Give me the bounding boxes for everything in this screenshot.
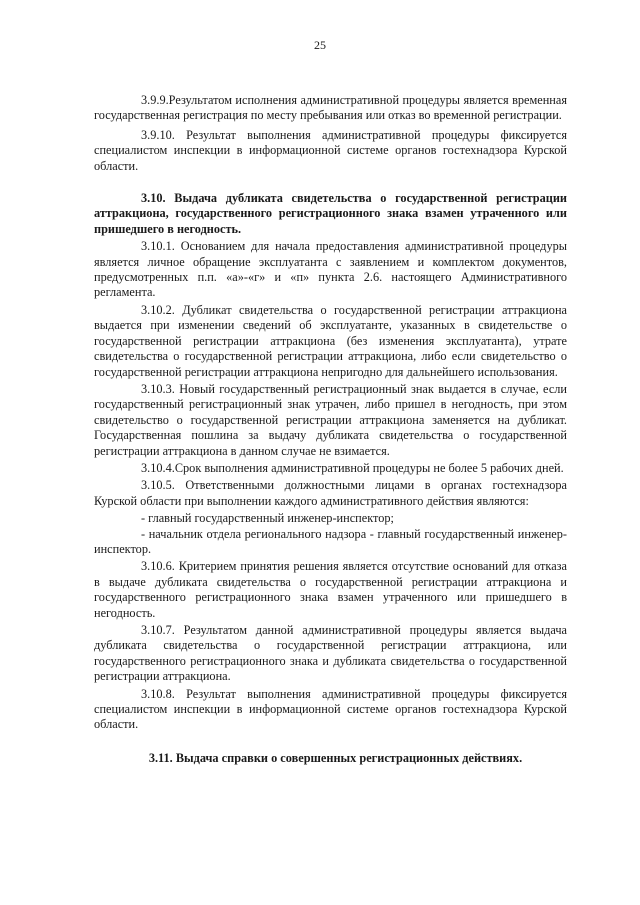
page-number: 25 — [314, 38, 326, 52]
paragraph-3-9-10: 3.9.10. Результат выполнения административной процедуры фиксируется специалистом инспекции в информационной системе органов гостехнадзора Курской области. — [94, 127, 567, 173]
document-body — [94, 93, 567, 766]
paragraph-3-10-6: 3.10.6. Критерием принятия решения является отсутствие оснований для отказа в выдаче дубликата свидетельства о государственной регистрации аттракциона и государственного регистрационного знака взамен утраченного или пришедшего в негодность. — [94, 559, 567, 620]
list-item-department-head: - начальник отдела регионального надзора - главный государственный инженер-инспектор. — [94, 526, 567, 556]
section-heading-3-11: 3.11. Выдача справки о совершенных регистрационных действиях. — [148, 750, 523, 765]
paragraph-3-10-3: 3.10.3. Новый государственный регистрационный знак выдается в случае, если государственный регистрационный знак утрачен, либо пришел в негодность, при этом свидетельство о государственной регистрации аттракциона заменяется на дубликат. Государственная пошлина за выдачу дубликата свидетельства о государственной регистрации аттракциона в данном случае не взимается. — [94, 381, 567, 458]
paragraph-3-10-4: 3.10.4.Срок выполнения административной процедуры не более 5 рабочих дней. — [141, 460, 564, 475]
paragraph-3-10-1: 3.10.1. Основанием для начала предоставления административной процедуры является личное обращение эксплуатанта с заявлением и комплектом документов, предусмотренных п.п. «а»-«г» и «п» пункта 2.6. настоящего Административного регламента. — [94, 239, 567, 300]
paragraph-3-10-7: 3.10.7. Результатом данной административной процедуры является выдача дубликата свидетельства о государственной регистрации аттракциона, или государственного регистрационного знака и дубликата свидетельства о государственной регистрации аттракциона. — [94, 623, 567, 684]
paragraph-3-9-9: 3.9.9.Результатом исполнения административной процедуры является временная государственная регистрация по месту пребывания или отказ во временной регистрации. — [94, 93, 567, 123]
paragraph-3-10-2: 3.10.2. Дубликат свидетельства о государственной регистрации аттракциона выдается при изменении сведений об эксплуатанте, указанных в свидетельстве о государственной регистрации аттракциона (без изменения эксплуатанта), утрате свидетельства о государственной регистрации аттракциона, либо если свидетельство о государственной регистрации аттракциона непригодно для дальнейшего использования. — [94, 302, 567, 379]
paragraph-3-10-8: 3.10.8. Результат выполнения административной процедуры фиксируется специалистом инспекции в информационной системе органов гостехнадзора Курской области. — [94, 686, 567, 732]
list-item-chief-inspector: - главный государственный инженер-инспектор; — [141, 511, 394, 526]
paragraph-3-10-5: 3.10.5. Ответственными должностными лицами в органах гостехнадзора Курской области при выполнении каждого административного действия являются: — [94, 478, 567, 508]
section-heading-3-10: 3.10. Выдача дубликата свидетельства о государственной регистрации аттракциона, государственного регистрационного знака взамен утраченного или пришедшего в негодность. — [94, 191, 567, 236]
